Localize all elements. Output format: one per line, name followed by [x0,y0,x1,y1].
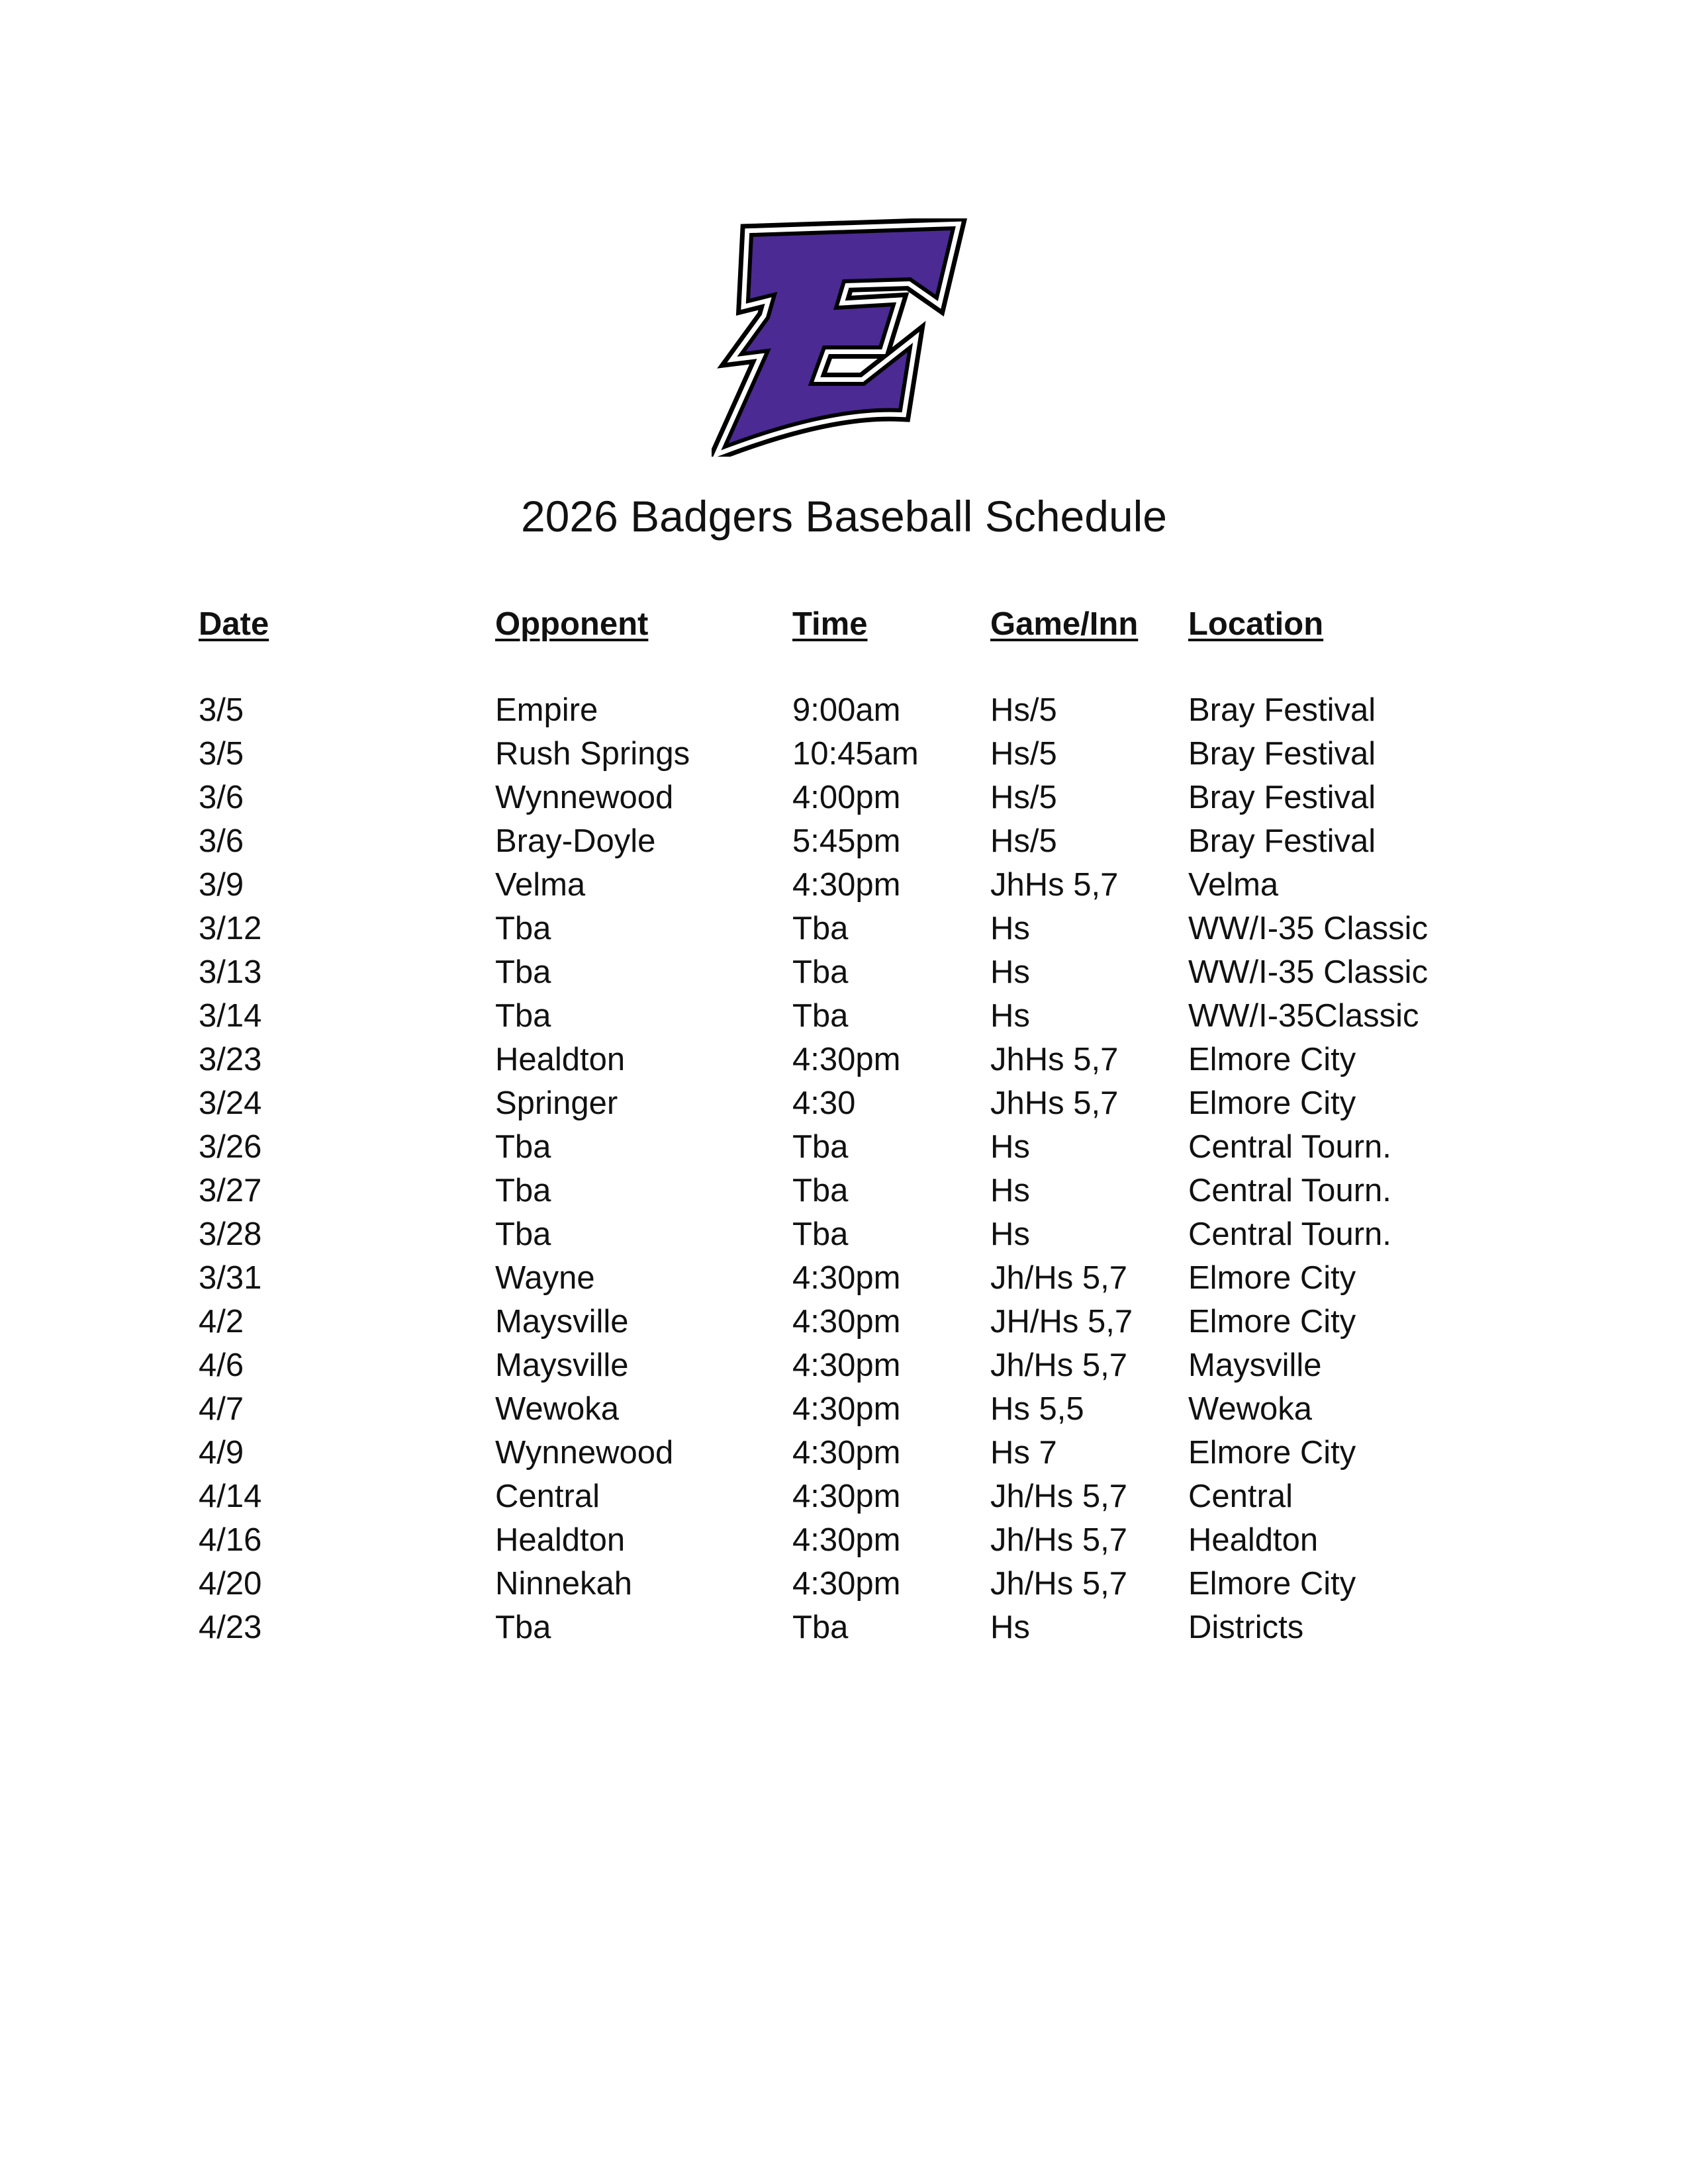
cell-time: 4:30pm [792,867,901,903]
cell-time: 4:30 [792,1085,856,1121]
table-row [199,1081,1523,1125]
cell-opponent: Tba [495,1129,551,1165]
cell-time: 4:30pm [792,1435,901,1471]
cell-opponent: Tba [495,998,551,1034]
cell-game-inn: Hs [990,1129,1030,1165]
table-row [199,1343,1523,1387]
cell-location: Central Tourn. [1188,1173,1391,1208]
table-row [199,1518,1523,1562]
cell-date: 3/28 [199,1216,262,1252]
cell-location: Bray Festival [1188,692,1376,728]
cell-game-inn: Hs [990,954,1030,990]
cell-time: Tba [792,1173,849,1208]
letter-e-logo-icon [712,218,970,457]
table-row [199,950,1523,994]
cell-date: 3/13 [199,954,262,990]
table-row [199,994,1523,1038]
cell-opponent: Bray-Doyle [495,823,656,859]
cell-date: 4/2 [199,1304,244,1340]
cell-opponent: Springer [495,1085,618,1121]
table-row [199,1387,1523,1431]
header-location: Location [1188,606,1324,642]
cell-location: Healdton [1188,1522,1319,1558]
header-opponent: Opponent [495,606,649,642]
cell-opponent: Wynnewood [495,780,674,815]
cell-game-inn: Jh/Hs 5,7 [990,1347,1127,1383]
cell-date: 4/23 [199,1610,262,1645]
cell-time: 4:00pm [792,780,901,815]
cell-game-inn: Hs [990,1173,1030,1208]
cell-game-inn: JhHs 5,7 [990,867,1119,903]
cell-game-inn: Hs 5,5 [990,1391,1084,1427]
cell-opponent: Healdton [495,1042,626,1077]
cell-date: 3/31 [199,1260,262,1296]
cell-location: Elmore City [1188,1042,1356,1077]
cell-location: Wewoka [1188,1391,1313,1427]
cell-date: 3/12 [199,911,262,946]
cell-location: Central Tourn. [1188,1129,1391,1165]
cell-game-inn: Hs/5 [990,780,1057,815]
cell-location: Elmore City [1188,1260,1356,1296]
cell-time: Tba [792,954,849,990]
table-row [199,863,1523,907]
cell-game-inn: Jh/Hs 5,7 [990,1522,1127,1558]
table-row [199,1038,1523,1081]
cell-location: Velma [1188,867,1279,903]
cell-game-inn: Hs [990,1216,1030,1252]
cell-opponent: Tba [495,1216,551,1252]
cell-opponent: Tba [495,1173,551,1208]
cell-game-inn: Jh/Hs 5,7 [990,1566,1127,1602]
cell-opponent: Wewoka [495,1391,620,1427]
cell-opponent: Healdton [495,1522,626,1558]
schedule-table [199,602,1523,1649]
cell-location: Central Tourn. [1188,1216,1391,1252]
cell-opponent: Tba [495,911,551,946]
cell-date: 3/23 [199,1042,262,1077]
cell-opponent: Central [495,1479,600,1514]
cell-location: Bray Festival [1188,823,1376,859]
cell-game-inn: JhHs 5,7 [990,1042,1119,1077]
cell-location: Elmore City [1188,1085,1356,1121]
table-row [199,1212,1523,1256]
cell-time: 4:30pm [792,1042,901,1077]
cell-location: Bray Festival [1188,780,1376,815]
cell-date: 3/14 [199,998,262,1034]
cell-game-inn: Hs/5 [990,823,1057,859]
cell-date: 3/24 [199,1085,262,1121]
cell-opponent: Wynnewood [495,1435,674,1471]
table-row [199,1256,1523,1300]
cell-location: WW/I-35 Classic [1188,911,1429,946]
cell-location: Maysville [1188,1347,1322,1383]
table-row [199,688,1523,732]
cell-date: 4/20 [199,1566,262,1602]
cell-game-inn: Hs [990,911,1030,946]
cell-game-inn: JhHs 5,7 [990,1085,1119,1121]
table-row [199,732,1523,776]
cell-location: Bray Festival [1188,736,1376,772]
cell-date: 3/6 [199,780,244,815]
cell-game-inn: JH/Hs 5,7 [990,1304,1133,1340]
cell-location: Central [1188,1479,1293,1514]
cell-game-inn: Hs/5 [990,736,1057,772]
cell-date: 3/6 [199,823,244,859]
cell-opponent: Velma [495,867,586,903]
table-header-row [199,602,1523,646]
cell-date: 3/9 [199,867,244,903]
cell-game-inn: Jh/Hs 5,7 [990,1479,1127,1514]
cell-game-inn: Hs [990,1610,1030,1645]
cell-game-inn: Hs/5 [990,692,1057,728]
cell-time: 5:45pm [792,823,901,859]
cell-opponent: Maysville [495,1304,629,1340]
table-row [199,819,1523,863]
cell-location: Elmore City [1188,1435,1356,1471]
cell-time: 4:30pm [792,1304,901,1340]
cell-location: Districts [1188,1610,1304,1645]
table-row [199,776,1523,819]
cell-game-inn: Hs [990,998,1030,1034]
cell-time: Tba [792,1129,849,1165]
table-row [199,1431,1523,1475]
table-row [199,1125,1523,1169]
cell-time: 4:30pm [792,1566,901,1602]
cell-time: 9:00am [792,692,901,728]
cell-game-inn: Hs 7 [990,1435,1057,1471]
cell-date: 3/5 [199,736,244,772]
cell-date: 4/16 [199,1522,262,1558]
cell-time: Tba [792,998,849,1034]
cell-opponent: Maysville [495,1347,629,1383]
cell-time: 4:30pm [792,1391,901,1427]
cell-date: 4/14 [199,1479,262,1514]
cell-time: 4:30pm [792,1347,901,1383]
cell-opponent: Tba [495,1610,551,1645]
table-row [199,1606,1523,1649]
cell-date: 4/9 [199,1435,244,1471]
header-game-inn: Game/Inn [990,606,1139,642]
cell-date: 3/26 [199,1129,262,1165]
cell-date: 3/27 [199,1173,262,1208]
cell-game-inn: Jh/Hs 5,7 [990,1260,1127,1296]
cell-time: 4:30pm [792,1260,901,1296]
cell-time: Tba [792,911,849,946]
cell-time: 10:45am [792,736,919,772]
table-row [199,1562,1523,1606]
table-row [199,1169,1523,1212]
cell-time: 4:30pm [792,1522,901,1558]
header-time: Time [792,606,868,642]
cell-time: Tba [792,1216,849,1252]
cell-opponent: Empire [495,692,598,728]
cell-date: 3/5 [199,692,244,728]
cell-time: Tba [792,1610,849,1645]
cell-opponent: Tba [495,954,551,990]
cell-opponent: Wayne [495,1260,595,1296]
cell-date: 4/7 [199,1391,244,1427]
cell-location: WW/I-35Classic [1188,998,1419,1034]
cell-location: Elmore City [1188,1304,1356,1340]
table-row [199,1475,1523,1518]
page-title: 2026 Badgers Baseball Schedule [520,492,1168,541]
cell-opponent: Rush Springs [495,736,690,772]
cell-time: 4:30pm [792,1479,901,1514]
cell-opponent: Ninnekah [495,1566,633,1602]
table-row [199,907,1523,950]
header-date: Date [199,606,269,642]
cell-location: WW/I-35 Classic [1188,954,1429,990]
table-row [199,1300,1523,1343]
cell-date: 4/6 [199,1347,244,1383]
cell-location: Elmore City [1188,1566,1356,1602]
